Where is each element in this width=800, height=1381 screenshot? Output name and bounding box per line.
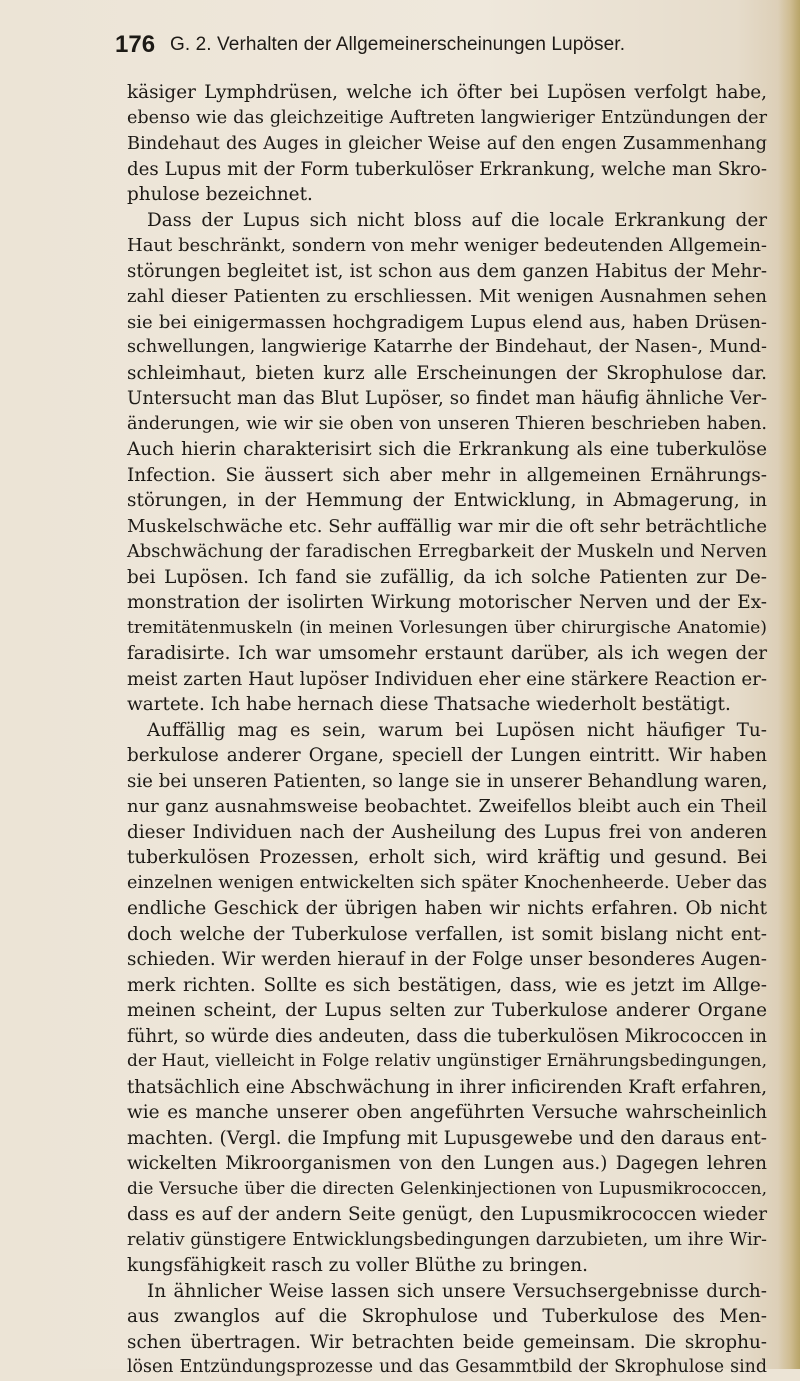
text-line: endliche Geschick der übrigen haben wir nichts erfahren. Ob nicht [127, 898, 767, 919]
text-line: merk richten. Sollte es sich bestätigen, dass, wie es jetzt im Allge- [127, 974, 767, 996]
text-line: aus zwanglos auf die Skrophulose und Tuberkulose des Men- [127, 1306, 767, 1327]
text-line: schwellungen, langwierige Katarrhe der Bindehaut, der Nasen-, Mund- [127, 337, 767, 357]
text-line: wickelten Mikroorganismen von den Lungen aus.) Dagegen lehren [127, 1153, 767, 1174]
text-line: Bindehaut des Auges in gleicher Weise auf den engen Zusammenhang [127, 133, 767, 154]
text-line: schen übertragen. Wir betrachten beide gemeinsam. Die skrophu- [127, 1331, 767, 1353]
text-line: meist zarten Haut lupöser Individuen eher eine stärkere Reaction er- [127, 668, 767, 690]
text-line: einzelnen wenigen entwickelten sich später Knochenheerde. Ueber das [127, 872, 767, 893]
text-line: Abschwächung der faradischen Erregbarkeit der Muskeln und Nerven [127, 541, 767, 562]
text-line: der Haut, vielleicht in Folge relativ ungünstiger Ernährungsbedingungen, [127, 1051, 767, 1071]
text-line: berkulose anderer Organe, speciell der Lungen eintritt. Wir haben [127, 745, 767, 766]
text-line: relativ günstigere Entwicklungsbedingungen darzubieten, um ihre Wir- [127, 1229, 767, 1250]
page-header [115, 29, 735, 61]
text-line: phulose bezeichnet. [127, 184, 313, 205]
text-line: Auffällig mag es sein, warum bei Lupösen nicht häufiger Tu- [147, 719, 767, 741]
text-line: störungen begleitet ist, ist schon aus dem ganzen Habitus der Mehr- [127, 260, 767, 282]
text-line: käsiger Lymphdrüsen, welche ich öfter bei Lupösen verfolgt habe, [127, 82, 767, 103]
text-line: Infection. Sie äussert sich aber mehr in allgemeinen Ernährungs- [127, 464, 767, 486]
text-line: sie bei einigermassen hochgradigem Lupus elend aus, haben Drüsen- [127, 311, 767, 333]
text-line: In ähnlicher Weise lassen sich unsere Versuchsergebnisse durch- [147, 1280, 767, 1302]
text-line: machten. (Vergl. die Impfung mit Lupusgewebe und den daraus ent- [127, 1127, 767, 1149]
text-line: zahl dieser Patienten zu erschliessen. Mit wenigen Ausnahmen sehen [127, 286, 767, 307]
text-line: wartete. Ich habe hernach diese Thatsache wiederholt bestätigt. [127, 694, 731, 715]
text-line: nur ganz ausnahmsweise beobachtet. Zweifellos bleibt auch ein Theil [127, 796, 767, 817]
body-text [127, 80, 767, 1381]
text-line: dass es auf der andern Seite genügt, den Lupusmikrococcen wieder [127, 1204, 767, 1225]
text-line: des Lupus mit der Form tuberkulöser Erkrankung, welche man Skro- [127, 158, 767, 180]
text-line: die Versuche über die directen Gelenkinjectionen von Lupusmikrococcen, [127, 1178, 767, 1199]
text-line: faradisirte. Ich war umsomehr erstaunt darüber, als ich wegen der [127, 643, 767, 664]
text-line: Auch hierin charakterisirt sich die Erkrankung als eine tuberkulöse [127, 439, 767, 460]
text-line: ebenso wie das gleichzeitige Auftreten langwieriger Entzündungen der [127, 107, 767, 128]
text-line: kungsfähigkeit rasch zu voller Blüthe zu bringen. [127, 1255, 588, 1276]
text-line: thatsächlich eine Abschwächung in ihrer inficirenden Kraft erfahren, [127, 1076, 767, 1098]
text-line: führt, so würde dies andeuten, dass die tuberkulösen Mikrococcen in [127, 1025, 767, 1047]
text-line: Muskelschwäche etc. Sehr auffällig war mir die oft sehr beträchtliche [127, 515, 767, 537]
running-title: G. 2. Verhalten der Allgemeinerscheinungen Lupöser. [170, 34, 626, 55]
text-line: meinen scheint, der Lupus selten zur Tuberkulose anderer Organe [127, 1000, 767, 1021]
text-line: schleimhaut, bieten kurz alle Erscheinungen der Skrophulose dar. [127, 362, 767, 384]
text-line: tremitätenmuskeln (in meinen Vorlesungen über chirurgische Anatomie) [127, 617, 767, 638]
text-line: Untersucht man das Blut Lupöser, so findet man häufig ähnliche Ver- [127, 388, 767, 409]
text-line: Dass der Lupus sich nicht bloss auf die locale Erkrankung der [147, 209, 767, 231]
text-line: sie bei unseren Patienten, so lange sie in unserer Behandlung waren, [127, 770, 768, 792]
text-line: monstration der isolirten Wirkung motorischer Nerven und der Ex- [127, 592, 767, 613]
text-line: störungen, in der Hemmung der Entwicklung, in Abmagerung, in [127, 490, 767, 511]
page-number: 176 [115, 31, 156, 58]
text-line: lösen Entzündungsprozesse und das Gesammtbild der Skrophulose sind [127, 1357, 767, 1377]
text-line: bei Lupösen. Ich fand sie zufällig, da ich solche Patienten zur De- [127, 566, 767, 588]
text-line: dieser Individuen nach der Ausheilung des Lupus frei von anderen [127, 821, 767, 843]
text-line: tuberkulösen Prozessen, erholt sich, wird kräftig und gesund. Bei [127, 847, 767, 868]
text-line: wie es manche unserer oben angeführten Versuche wahrscheinlich [127, 1102, 767, 1123]
text-line: schieden. Wir werden hierauf in der Folge unser besonderes Augen- [127, 949, 767, 970]
text-line: doch welche der Tuberkulose verfallen, ist somit bislang nicht ent- [127, 923, 767, 945]
text-line: änderungen, wie wir sie oben von unseren Thieren beschrieben haben. [127, 413, 767, 434]
page-edge-shadow [778, 0, 800, 1369]
text-line: Haut beschränkt, sondern von mehr weniger bedeutenden Allgemein- [127, 235, 767, 256]
